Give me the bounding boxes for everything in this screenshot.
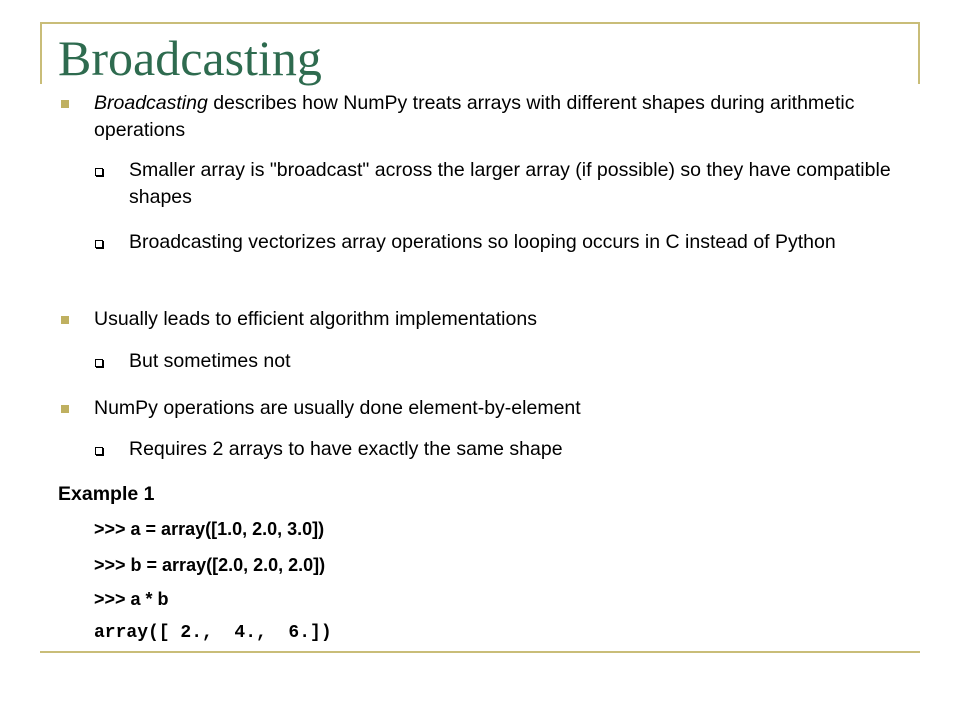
code-line: >>> a * b bbox=[94, 589, 169, 609]
bullet-item bbox=[94, 395, 894, 422]
sub-bullet-text: Smaller array is "broadcast" across the larger array (if possible) so they have compatible shapes bbox=[129, 159, 891, 208]
sub-bullet-text: But sometimes not bbox=[129, 350, 291, 372]
hollow-square-bullet-icon bbox=[95, 359, 103, 367]
frame-right-rule bbox=[918, 22, 920, 84]
sub-bullet-text: Requires 2 arrays to have exactly the same shape bbox=[129, 438, 563, 460]
sub-bullet-item bbox=[129, 436, 899, 463]
sub-bullet-item bbox=[129, 348, 899, 375]
bullet-text: Usually leads to efficient algorithm implementations bbox=[94, 308, 537, 330]
sub-bullet-item bbox=[129, 229, 899, 256]
square-bullet-icon bbox=[61, 405, 69, 413]
example-heading: Example 1 bbox=[58, 483, 155, 505]
bullet-emphasis: Broadcasting bbox=[94, 92, 208, 114]
square-bullet-icon bbox=[61, 316, 69, 324]
sub-bullet-item bbox=[129, 157, 899, 211]
slide-title: Broadcasting bbox=[58, 30, 322, 86]
code-line: >>> b = array([2.0, 2.0, 2.0]) bbox=[94, 555, 326, 575]
bullet-text: NumPy operations are usually done element-by-element bbox=[94, 397, 581, 419]
code-output: array([ 2., 4., 6.]) bbox=[94, 623, 332, 643]
hollow-square-bullet-icon bbox=[95, 447, 103, 455]
sub-bullet-text: Broadcasting vectorizes array operations so looping occurs in C instead of Python bbox=[129, 231, 836, 253]
bullet-item bbox=[94, 90, 894, 144]
hollow-square-bullet-icon bbox=[95, 240, 103, 248]
bullet-item bbox=[94, 306, 894, 333]
frame-bottom-rule bbox=[40, 651, 920, 653]
bullet-text: describes how NumPy treats arrays with different shapes during arithmetic operations bbox=[94, 92, 855, 141]
frame-left-rule bbox=[40, 22, 42, 84]
square-bullet-icon bbox=[61, 100, 69, 108]
code-line: >>> a = array([1.0, 2.0, 3.0]) bbox=[94, 519, 325, 539]
hollow-square-bullet-icon bbox=[95, 168, 103, 176]
